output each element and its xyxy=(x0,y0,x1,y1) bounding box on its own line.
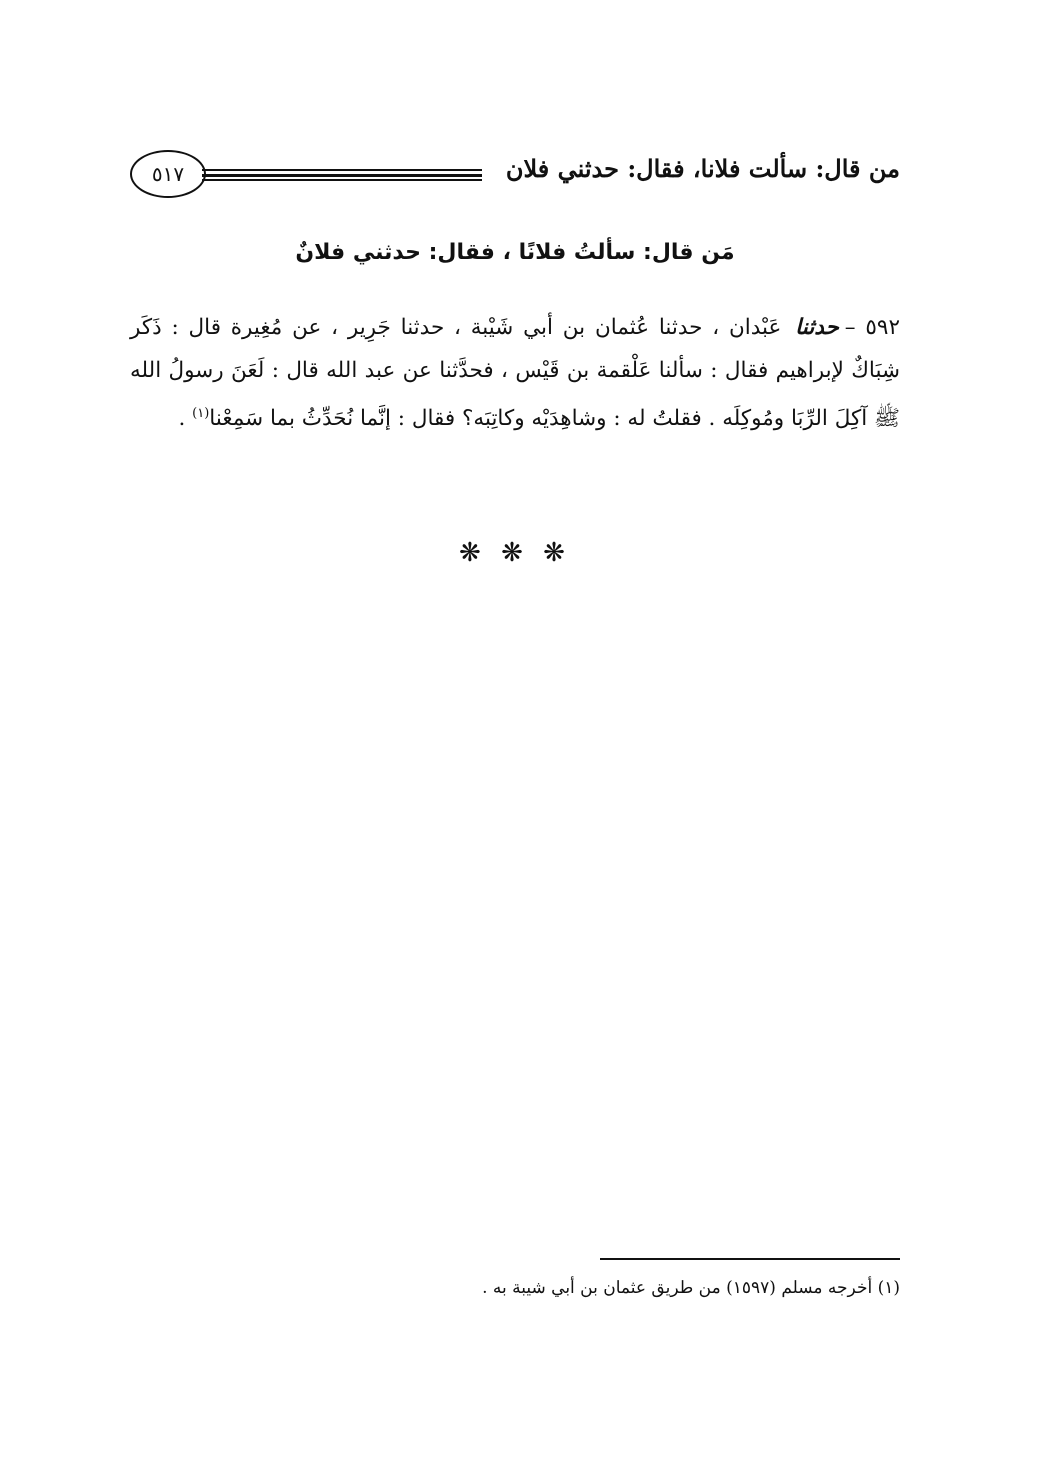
footnote-rule xyxy=(600,1258,900,1260)
hadith-body: عَبْدان ، حدثنا عُثمان بن أبي شَيْبة ، حدثنا جَرِير ، عن مُغِيرة قال : ذَكَر شِبَاكٌ لإبراهيم فقال : سألنا عَلْقمة بن قَيْس ، فحدَّثنا عن عبد الله قال : لَعَنَ رسولُ الله ﷺ آكِلَ الرِّبَا ومُوكِلَه . فقلتُ له : وشاهِدَيْه وكاتِبَه؟ فقال : إنَّما نُحَدِّثُ بما سَمِعْنا xyxy=(130,315,900,432)
running-title: من قال: سألت فلانا، فقال: حدثني فلان xyxy=(505,154,900,183)
header-rule xyxy=(202,174,482,177)
hadith-number: ٥٩٢ – xyxy=(844,315,900,340)
hadith-ending: . xyxy=(178,406,193,432)
header-rule xyxy=(202,179,482,181)
page-header xyxy=(130,150,900,200)
footnote: (١) أخرجه مسلم (١٥٩٧) من طريق عثمان بن أبي شيبة به . xyxy=(482,1278,900,1298)
section-separator: ❋ ❋ ❋ xyxy=(459,538,571,568)
hadith-text xyxy=(130,306,900,440)
hadith-opening: حدثنا xyxy=(795,315,839,340)
footnote-reference: (١) xyxy=(192,406,210,421)
header-rule xyxy=(202,169,482,171)
page-number: ٥١٧ xyxy=(130,150,206,198)
section-title: مَن قال: سألتُ فلانًا ، فقال: حدثني فلانٌ xyxy=(295,240,735,265)
